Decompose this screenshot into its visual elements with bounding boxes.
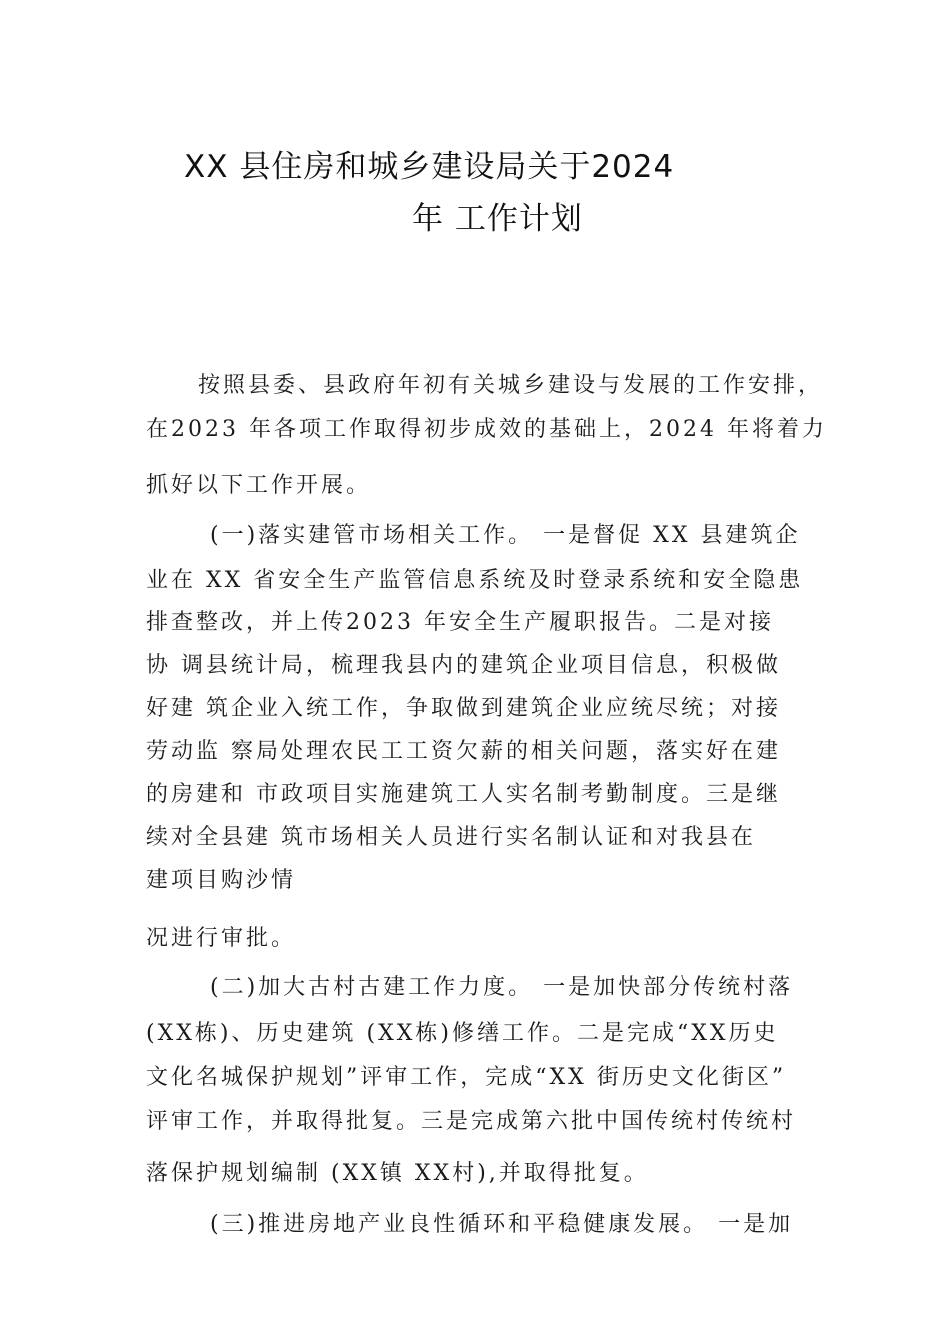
section1-line-10: 况进行审批。 — [146, 926, 297, 951]
section1-line-1: (一)落实建管市场相关工作。 一是督促 XX 县建筑企 — [210, 523, 801, 548]
document-title-line-2: 年 工作计划 — [412, 201, 583, 237]
section2-line-1: (二)加大古村古建工作力度。 一是加快部分传统村落 — [210, 975, 794, 1000]
document-title-line-1: XX 县住房和城乡建设局关于2024 — [184, 149, 675, 185]
section1-line-3: 排查整改，并上传2023 年安全生产履职报告。二是对接 — [146, 610, 774, 635]
section1-line-7: 的房建和 市政项目实施建筑工人实名制考勤制度。三是继 — [146, 782, 781, 807]
section2-line-3: 文化名城保护规划”评审工作，完成“XX 街历史文化街区” — [146, 1065, 787, 1090]
section1-line-4: 协 调县统计局，梳理我县内的建筑企业项目信息，积极做 — [146, 653, 781, 678]
section2-line-4: 评审工作，并取得批复。三是完成第六批中国传统村传统村 — [146, 1109, 797, 1134]
section2-line-5: 落保护规划编制 (XX镇 XX村),并取得批复。 — [146, 1161, 649, 1186]
section1-line-2: 业在 XX 省安全生产监管信息系统及时登录系统和安全隐患 — [146, 568, 804, 593]
section1-line-6: 劳动监 察局处理农民工工资欠薪的相关问题，落实好在建 — [146, 739, 781, 764]
section1-line-8: 续对全县建 筑市场相关人员进行实名制认证和对我县在 — [146, 825, 756, 850]
section2-line-2: (XX栋)、历史建筑 (XX栋)修缮工作。二是完成“XX历史 — [146, 1021, 779, 1046]
intro-line-3: 抓好以下工作开展。 — [146, 473, 372, 498]
section1-line-9: 建项目购沙情 — [146, 868, 297, 893]
section3-line-1: (三)推进房地产业良性循环和平稳健康发展。 一是加 — [210, 1212, 794, 1237]
intro-line-1: 按照县委、县政府年初有关城乡建设与发展的工作安排， — [198, 373, 824, 398]
section1-line-5: 好建 筑企业入统工作，争取做到建筑企业应统尽统；对接 — [146, 696, 781, 721]
intro-line-2: 在2023 年各项工作取得初步成效的基础上，2024 年将着力 — [146, 417, 827, 442]
